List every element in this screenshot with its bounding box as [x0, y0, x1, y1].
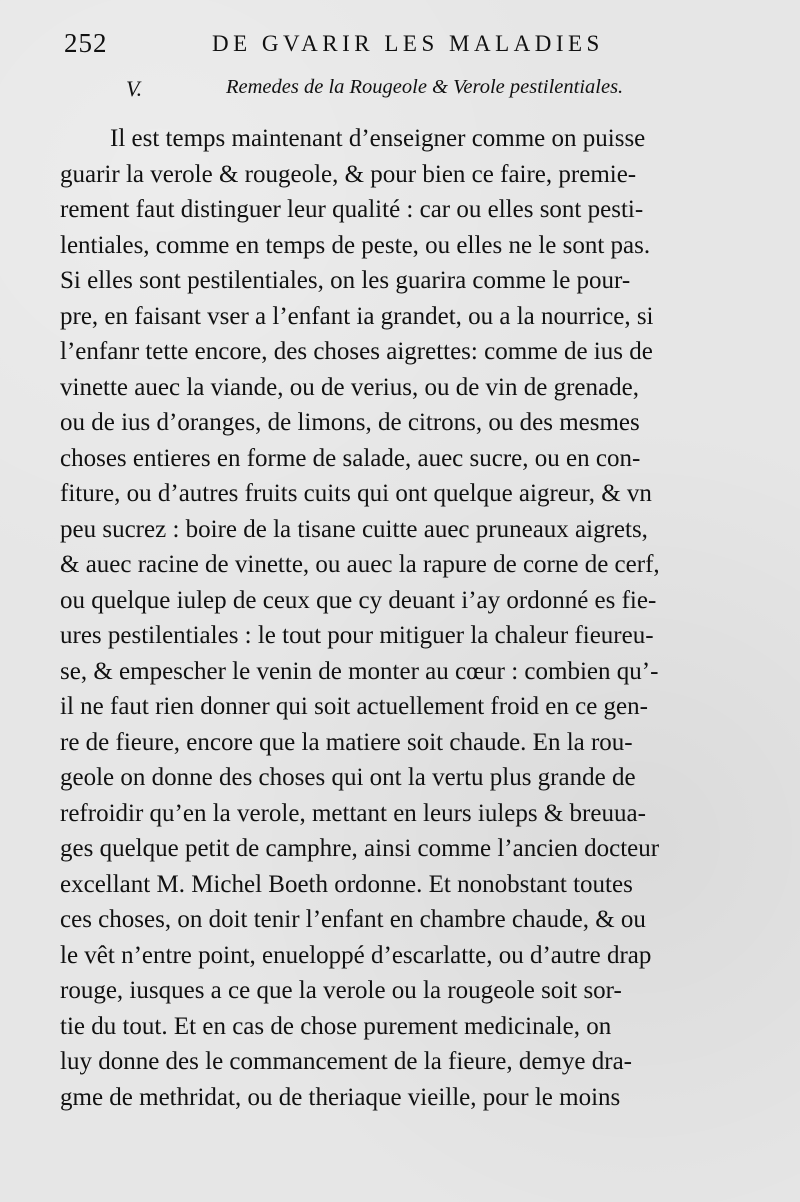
- page-number: 252: [64, 28, 108, 58]
- section-heading: [126, 76, 766, 110]
- text-line: gme de methridat, ou de theriaque vieille, pour le moins: [60, 1083, 621, 1111]
- running-header: [64, 28, 770, 62]
- text-line: re de fieure, encore que la matiere soit chaude. En la rou-: [60, 728, 633, 756]
- text-line: ou quelque iulep de ceux que cy deuant i’ay ordonné es fie-: [60, 586, 657, 614]
- text-line: vinette auec la viande, ou de verius, ou de vin de grenade,: [60, 373, 639, 401]
- text-line: fiture, ou d’autres fruits cuits qui ont quelque aigreur, & vn: [60, 480, 652, 507]
- text-line: luy donne des le commancement de la fieure, demye dra-: [60, 1048, 632, 1075]
- text-line: l’enfanr tette encore, des choses aigrettes: comme de ius de: [60, 338, 653, 365]
- text-line: ges quelque petit de camphre, ainsi comme l’ancien docteur: [60, 835, 660, 862]
- text-line: peu sucrez : boire de la tisane cuitte auec pruneaux aigrets,: [60, 515, 648, 543]
- text-line: Si elles sont pestilentiales, on les guarira comme le pour-: [60, 267, 631, 294]
- text-line: excellant M. Michel Boeth ordonne. Et nonobstant toutes: [60, 870, 633, 898]
- text-line: ces choses, on doit tenir l’enfant en chambre chaude, & ou: [60, 906, 646, 933]
- text-line: choses entieres en forme de salade, auec sucre, ou en con-: [60, 444, 641, 472]
- text-line: lentiales, comme en temps de peste, ou elles ne le sont pas.: [60, 231, 651, 259]
- body-paragraph: [60, 121, 780, 1115]
- text-line: le vêt n’entre point, enueloppé d’escarlatte, ou d’autre drap: [60, 941, 652, 969]
- text-line: & auec racine de vinette, ou auec la rapure de corne de cerf,: [60, 551, 660, 578]
- text-line: il ne faut rien donner qui soit actuellement froid en ce gen-: [60, 693, 648, 720]
- section-number: V.: [126, 76, 143, 101]
- text-line: refroidir qu’en la verole, mettant en leurs iuleps & breuua-: [60, 799, 646, 827]
- text-line: rement faut distinguer leur qualité : car ou elles sont pesti-: [60, 196, 644, 223]
- text-line: ures pestilentiales : le tout pour mitiguer la chaleur fieureu-: [60, 622, 654, 649]
- text-line: guarir la verole & rougeole, & pour bien ce faire, premie-: [60, 160, 637, 188]
- section-title: Remedes de la Rougeole & Verole pestilentiales.: [226, 76, 624, 98]
- text-line: rouge, iusques a ce que la verole ou la rougeole soit sor-: [60, 977, 622, 1004]
- text-line: Il est temps maintenant d’enseigner comme on puisse: [110, 125, 646, 152]
- text-line: pre, en faisant vser a l’enfant ia grandet, ou a la nourrice, si: [60, 302, 654, 330]
- text-line: ou de ius d’oranges, de limons, de citrons, ou des mesmes: [60, 409, 640, 436]
- text-line: geole on donne des choses qui ont la vertu plus grande de: [60, 764, 636, 791]
- text-line: se, & empescher le venin de monter au cœur : combien qu’-: [60, 657, 659, 685]
- running-title: DE GVARIR LES MALADIES: [212, 31, 604, 56]
- text-line: tie du tout. Et en cas de chose purement medicinale, on: [60, 1012, 612, 1040]
